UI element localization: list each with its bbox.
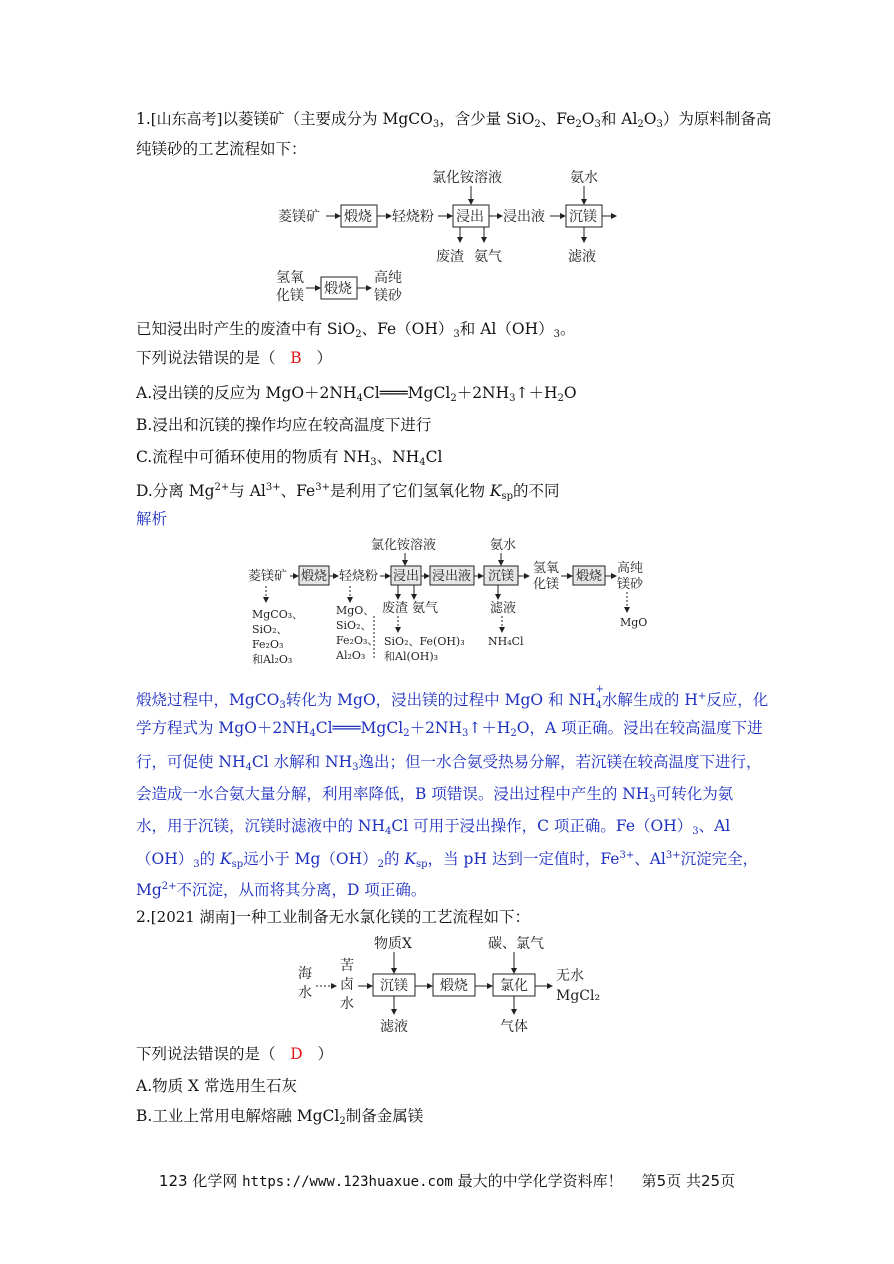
q1-option-d: D.分离 $Mg^{2+}$与 $Al^{3+}$、$Fe^{3+}$是利用了它们氢氧化物 $K_{sp}$的不同: [136, 482, 560, 502]
flow2-powder-comp-1: SiO₂、: [336, 619, 372, 632]
flow2-raw-comp-1: SiO₂、: [252, 623, 288, 636]
flow1-product-line1: 高纯: [374, 270, 402, 286]
flow2-residue-comp-0: SiO₂、Fe(OH)₃: [384, 635, 465, 648]
flow1-filtrate: 滤液: [568, 249, 596, 265]
q1-source-tag: [山东高考]: [150, 110, 223, 128]
flow2-raw-comp-0: MgCO₃、: [252, 608, 304, 621]
flow1-ammonia-water-label: 氨水: [570, 170, 598, 186]
flowchart-3: [290, 930, 610, 1042]
flow2-powder-comp-2: Fe₂O₃、: [336, 634, 379, 647]
flow2-raw-comp-3: 和Al₂O₃: [252, 653, 293, 666]
analysis-line-3: 行，可促使 $NH_4Cl$ 水解和 $NH_3$逸出；但一水合氨受热易分解，若沉镁在较高温度下进行，: [136, 753, 762, 773]
flow1-raw: 菱镁矿: [278, 209, 320, 225]
footer-url-link[interactable]: https://www.123huaxue.com: [242, 1174, 453, 1190]
flow1-residue: 废渣: [436, 249, 464, 265]
flow3-sea-line2: 水: [298, 985, 312, 1001]
flow2-raw: 菱镁矿: [248, 569, 288, 584]
analysis-line-6: $(OH)_3$的 $K_{sp}$远小于 $Mg(OH)_2$的 $K_{sp}$，当 pH 达到一定值时，$Fe^{3+}$、$Al^{3+}$沉淀完全，: [136, 850, 759, 870]
page-number: 第5页 共25页: [641, 1172, 736, 1190]
flow2-leachate: 浸出液: [432, 569, 472, 584]
flow2-calcine2: 煅烧: [576, 569, 603, 584]
flow1-calcine: 煅烧: [344, 209, 372, 225]
flow2-raw-comp-2: Fe₂O₃: [252, 638, 284, 651]
flow2-ammonia-water-label: 氨水: [490, 538, 517, 553]
q2-option-b: B.工业上常用电解熔融 MgCl$_2$制备金属镁: [136, 1107, 424, 1127]
page-footer: [0, 1170, 894, 1191]
flowchart-2: [244, 532, 664, 672]
analysis-line-4: 会造成一水合氨大量分解，利用率降低，B 项错误。浸出过程中产生的 $NH_3$可转化为氨: [136, 785, 734, 805]
flow2-leach: 浸出: [393, 569, 420, 584]
flow2-light-powder: 轻烧粉: [339, 569, 379, 584]
analysis-line-5: 水，用于沉镁，沉镁时滤液中的 $NH_4Cl$ 可用于浸出操作，C 项正确。$Fe(OH)_3$、Al: [136, 817, 731, 837]
flowchart-1: [270, 162, 630, 312]
q1-stem-line2: 纯镁砂的工艺流程如下：: [136, 140, 307, 158]
q1-option-c: C.流程中可循环使用的物质有 $NH_3$、$NH_4Cl$: [136, 448, 443, 468]
flow1-mgoh2-line1: 氢氧: [276, 270, 304, 286]
flow2-powder-comp-0: MgO、: [336, 604, 375, 617]
flow2-product-line1: 高纯: [617, 561, 644, 576]
flow2-precip: 沉镁: [488, 569, 515, 584]
flow1-calcine2: 煅烧: [324, 281, 352, 297]
flow2-filtrate: 滤液: [490, 601, 517, 616]
analysis-line-1: 煅烧过程中，MgCO$_3$转化为 MgO，浸出镁的过程中 MgO 和 $NH_4$ + 水解生成的 H+反应，化: [136, 684, 769, 711]
flow3-chlorinate: 氯化: [500, 978, 528, 994]
footer-slogan: 最大的中学化学资料库！: [452, 1172, 623, 1190]
q1-stem-line1: 1.[山东高考]以菱镁矿（主要成分为 MgCO$_3$，含少量 SiO$_2$、$Fe_2O_3$和 $Al_2O_3$）为原料制备高: [136, 110, 772, 130]
q1-option-b: B.浸出和沉镁的操作均应在较高温度下进行: [136, 416, 432, 434]
q2-option-a: A.物质 X 常选用生石灰: [136, 1077, 298, 1095]
q1-prompt: 下列说法错误的是（ B ）: [136, 349, 332, 367]
flow1-nh4cl-label: 氯化铵溶液: [432, 170, 502, 186]
flow3-product-line2: MgCl₂: [556, 988, 601, 1004]
flow3-brine-line3: 水: [340, 996, 354, 1012]
flow1-leach: 浸出: [456, 209, 484, 225]
flow2-powder-comp-3: Al₂O₃: [336, 649, 366, 662]
q1-analysis-label: 解析: [136, 510, 168, 528]
flow1-product-line2: 镁砂: [374, 288, 402, 304]
flow1-light-powder: 轻烧粉: [392, 209, 434, 225]
analysis-line-2: 学方程式为 $MgO+2NH_4Cl═══MgCl_2+2NH_3↑+H_2O$，A 项正确。浸出在较高温度下进: [136, 719, 763, 739]
footer-site: 123 化学网: [158, 1172, 243, 1190]
flow3-brine-line2: 卤: [340, 977, 354, 993]
flow3-brine-line1: 苦: [340, 958, 354, 974]
q2-stem: 2.[2021 湖南]一种工业制备无水氯化镁的工艺流程如下：: [136, 908, 530, 926]
flow3-carbon-chlorine: 碳、氯气: [488, 936, 544, 952]
flow2-residue-comp-1: 和Al(OH)₃: [384, 650, 439, 663]
flow3-calcine: 煅烧: [440, 978, 468, 994]
flow1-mgoh2-line2: 化镁: [276, 288, 304, 304]
flow2-final: MgO: [620, 616, 648, 629]
q2-source-tag: [2021 湖南]: [150, 908, 236, 926]
q1-option-a: A.浸出镁的反应为 $MgO+2NH_4Cl═══MgCl_2+2NH_3↑+H_2O$: [136, 384, 577, 404]
flow1-leachate: 浸出液: [503, 209, 545, 225]
flow1-precip: 沉镁: [569, 209, 597, 225]
flow2-mgoh2-line2: 化镁: [533, 577, 560, 592]
flow3-substance-x: 物质X: [374, 936, 412, 952]
flow2-calcine: 煅烧: [301, 569, 328, 584]
q1-known: 已知浸出时产生的废渣中有 SiO$_2$、$Fe(OH)_3$和 $Al(OH)_3$。: [136, 320, 576, 340]
flow2-ammonia-gas: 氨气: [412, 601, 439, 616]
flow3-filtrate: 滤液: [380, 1019, 408, 1035]
flow2-mgoh2-line1: 氢氧: [533, 561, 560, 576]
flow2-nh4cl-label: 氯化铵溶液: [371, 538, 437, 553]
flow3-precip: 沉镁: [380, 978, 408, 994]
q2-answer: D: [290, 1045, 303, 1063]
flow2-product-line2: 镁砂: [617, 577, 644, 592]
flow3-product-line1: 无水: [556, 968, 584, 984]
q2-prompt: 下列说法错误的是（ D ）: [136, 1045, 334, 1063]
flow3-sea-line1: 海: [298, 966, 312, 982]
flow2-residue: 废渣: [382, 601, 409, 616]
flow3-gas: 气体: [500, 1019, 528, 1035]
flow1-ammonia-gas: 氨气: [474, 249, 502, 265]
flow2-filtrate-comp: NH₄Cl: [488, 635, 524, 648]
q1-answer: B: [290, 349, 302, 367]
analysis-line-7: $Mg^{2+}$不沉淀，从而将其分离，D 项正确。: [136, 881, 427, 899]
